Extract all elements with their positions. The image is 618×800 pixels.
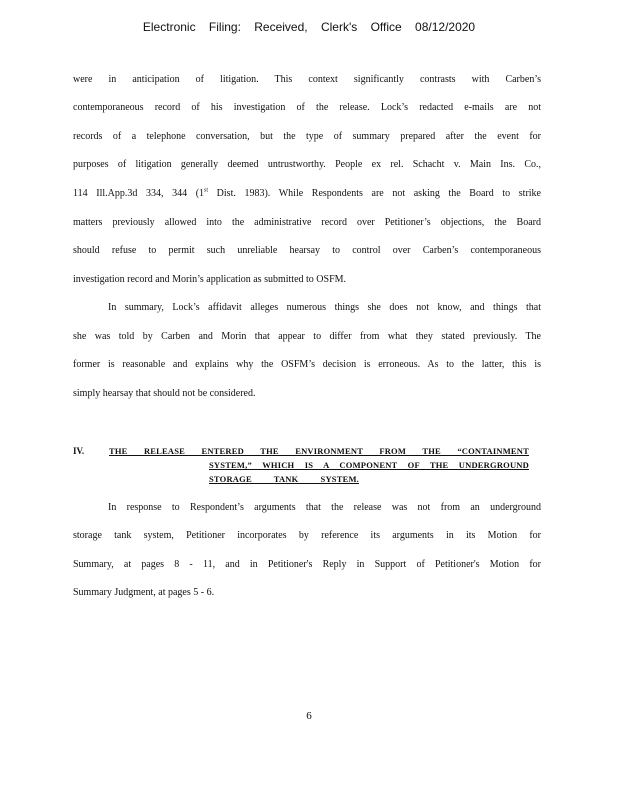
efiling-header: Electronic Filing: Received, Clerk's Office 08/12/2020: [142, 20, 476, 34]
body-line: matters previously allowed into the administrative record over Petitioner’s objections, the Board: [73, 217, 541, 228]
body-line: Summary, at pages 8 - 11, and in Petitioner's Reply in Support of Petitioner's Motion for: [73, 559, 541, 570]
body-line: contemporaneous record of his investigation of the release. Lock’s redacted e-mails are not: [73, 102, 541, 113]
body-line: were in anticipation of litigation. This context significantly contrasts with Carben’s: [73, 74, 541, 85]
section-heading-line: THE RELEASE ENTERED THE ENVIRONMENT FROM THE “CONTAINMENT: [109, 446, 529, 456]
body-line: In response to Respondent’s arguments that the release was not from an underground: [108, 502, 541, 513]
body-line: records of a telephone conversation, but the type of summary prepared after the event for: [73, 131, 541, 142]
ordinal-superscript: st: [204, 187, 209, 194]
section-number: IV.: [73, 446, 85, 456]
section-heading-line: STORAGE TANK SYSTEM.: [209, 474, 359, 484]
body-line: simply hearsay that should not be considered.: [73, 388, 256, 399]
body-line: Summary Judgment, at pages 5 - 6.: [73, 587, 215, 598]
citation-text-rest: Dist. 1983). While Respondents are not asking the Board to strike: [208, 188, 541, 199]
body-line: purposes of litigation generally deemed untrustworthy. People ex rel. Schacht v. Main Ins. Co.,: [73, 159, 541, 170]
body-line: investigation record and Morin’s application as submitted to OSFM.: [73, 274, 347, 285]
body-line: former is reasonable and explains why the OSFM’s decision is erroneous. As to the latter, this is: [73, 359, 541, 370]
page-number: 6: [306, 710, 312, 722]
body-line: In summary, Lock’s affidavit alleges numerous things she does not know, and things that: [108, 302, 541, 313]
body-line: she was told by Carben and Morin that appear to differ from what they stated previously. The: [73, 331, 541, 342]
body-line: storage tank system, Petitioner incorporates by reference its arguments in its Motion for: [73, 530, 541, 541]
body-line: should refuse to permit such unreliable hearsay to control over Carben’s contemporaneous: [73, 245, 541, 256]
citation-text: 114 Ill.App.3d 334, 344 (1: [73, 188, 205, 199]
section-heading-line: SYSTEM,” WHICH IS A COMPONENT OF THE UNDERGROUND: [209, 460, 529, 470]
citation-line: [73, 188, 541, 200]
